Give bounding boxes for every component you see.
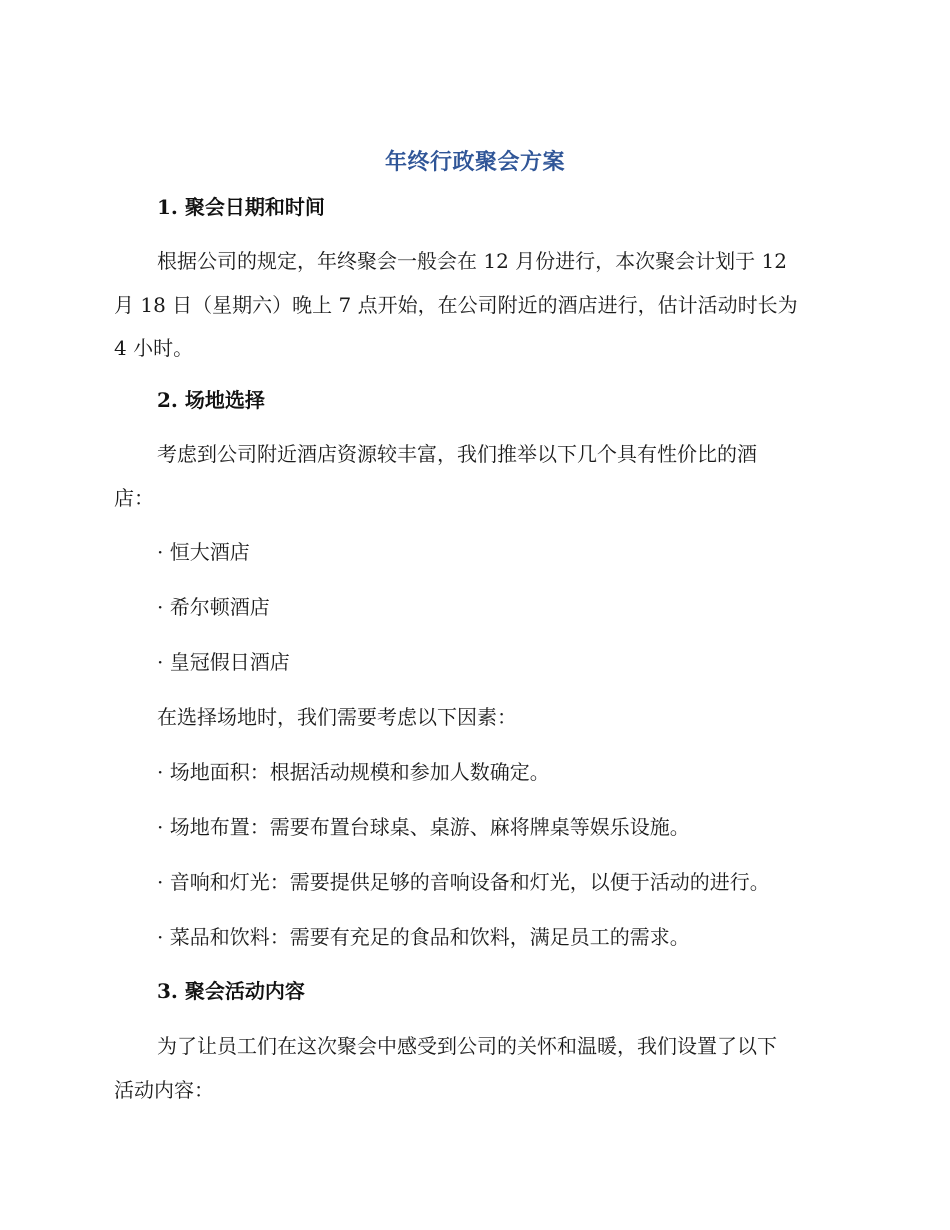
list-item-factor: · 菜品和饮料：需要有充足的食品和饮料，满足员工的需求。 <box>157 925 690 949</box>
list-item-hotel: · 希尔顿酒店 <box>157 595 270 619</box>
paragraph-line: 4 小时。 <box>114 336 194 360</box>
paragraph-line: 月 18 日（星期六）晚上 7 点开始，在公司附近的酒店进行，估计活动时长为 <box>114 293 798 317</box>
factors-intro: 在选择场地时，我们需要考虑以下因素： <box>157 705 517 729</box>
section-heading-venue: 2. 场地选择 <box>157 388 265 412</box>
paragraph-line: 活动内容： <box>114 1078 214 1102</box>
list-item-factor: · 场地面积：根据活动规模和参加人数确定。 <box>157 760 550 784</box>
section-heading-date-time: 1. 聚会日期和时间 <box>157 195 325 219</box>
list-item-factor: · 音响和灯光：需要提供足够的音响设备和灯光，以便于活动的进行。 <box>157 870 770 894</box>
paragraph-line: 根据公司的规定，年终聚会一般会在 12 月份进行，本次聚会计划于 12 <box>157 249 787 273</box>
paragraph-line: 为了让员工们在这次聚会中感受到公司的关怀和温暖，我们设置了以下 <box>157 1034 777 1058</box>
paragraph-line: 店： <box>114 486 154 510</box>
paragraph-line: 考虑到公司附近酒店资源较丰富，我们推举以下几个具有性价比的酒 <box>157 442 757 466</box>
list-item-hotel: · 皇冠假日酒店 <box>157 650 290 674</box>
list-item-factor: · 场地布置：需要布置台球桌、桌游、麻将牌桌等娱乐设施。 <box>157 815 690 839</box>
document-title: 年终行政聚会方案 <box>384 150 565 175</box>
list-item-hotel: · 恒大酒店 <box>157 540 250 564</box>
section-heading-activities: 3. 聚会活动内容 <box>157 979 305 1003</box>
